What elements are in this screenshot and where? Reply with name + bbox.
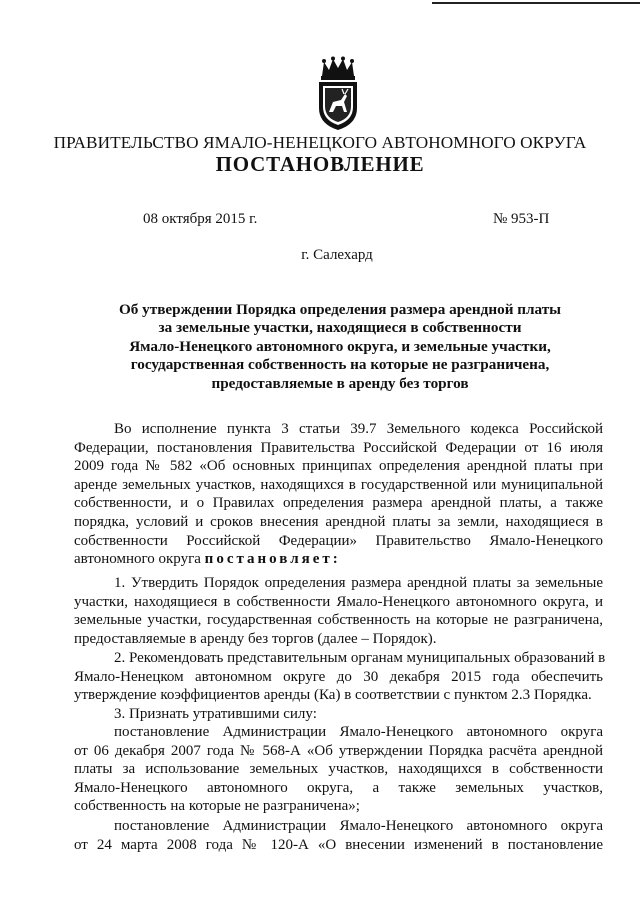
document-city: г. Салехард — [301, 247, 373, 263]
item-3 — [74, 705, 603, 724]
document-date: 08 октября 2015 г. — [143, 211, 258, 227]
text-line: утверждение коэффициентов аренды (Ка) в соответствии с пунктом 2.3 Порядка. — [74, 687, 592, 704]
text-line: порядка, условий и сроков внесения арендной платы за земли, находящиеся в — [74, 513, 603, 530]
item-1 — [74, 574, 603, 648]
text-line: платы за использование земельных участков, находящихся в собственности — [74, 761, 603, 778]
text-line: земельные участки, государственная собственность на которые не разграничена, — [74, 612, 603, 629]
text-line: от 06 декабря 2007 года № 568-А «Об утверждении Порядка расчёта арендной — [74, 742, 603, 759]
preamble-paragraph — [74, 420, 603, 569]
text-line: Ямало-Ненецкого автономного округа, а также земельных участков, — [74, 779, 603, 796]
preamble-tail: автономного округа — [74, 551, 201, 568]
text-line: Во исполнение пункта 3 статьи 39.7 Земельного кодекса Российской — [114, 421, 603, 437]
document-type: ПОСТАНОВЛЕНИЕ — [215, 152, 425, 176]
subject-line: Об утверждении Порядка определения размера арендной платы — [118, 301, 562, 318]
text-line: от 24 марта 2008 года № 120-А «О внесении изменений в постановление — [74, 836, 603, 853]
document-number: № 953-П — [493, 211, 550, 227]
text-line: участки, находящиеся в собственности Ямало-Ненецкого автономного округа, и — [74, 593, 603, 610]
text-line: собственность на которые не разграничена»; — [74, 798, 360, 815]
item-3a — [74, 723, 603, 816]
text-line: собственности Российской Федерации» Правительство Ямало-Ненецкого — [74, 532, 603, 549]
subject-line: предоставляемые в аренду без торгов — [211, 374, 469, 392]
text-line: Федерации, постановления Правительства Российской Федерации от 16 июля — [74, 439, 603, 456]
top-rule — [432, 2, 640, 4]
text-line: 1. Утвердить Порядок определения размера арендной платы за земельные — [114, 575, 603, 591]
text-line: Ямало-Ненецком автономном округе до 30 декабря 2015 года обеспечить — [74, 668, 603, 685]
item-2 — [74, 649, 606, 705]
text-line: аренде земельных участков, находящихся в государственной или муниципальной — [74, 476, 603, 493]
text-line — [74, 550, 603, 569]
text-line: 2. Рекомендовать представительным органам муниципальных образований в — [114, 650, 606, 666]
government-name: ПРАВИТЕЛЬСТВО ЯМАЛО-НЕНЕЦКОГО АВТОНОМНОГО ОКРУГА — [53, 133, 587, 152]
item-3b — [74, 817, 603, 854]
subject-line: государственная собственность на которые не разграничена, — [130, 356, 550, 374]
text-line: постановление Администрации Ямало-Ненецкого автономного округа — [114, 818, 603, 834]
subject-line: за земельные участки, находящиеся в собственности — [158, 319, 522, 337]
text-line: предоставляемые в аренду без торгов (далее – Порядок). — [74, 630, 437, 647]
document-subject — [100, 301, 580, 393]
text-line: собственности, и о Правилах определения размера арендной платы, а также — [74, 495, 603, 512]
preamble-verb: постановляет: — [204, 551, 341, 568]
text-line: 2009 года № 582 «Об основных принципах определения арендной платы при — [74, 458, 603, 475]
coat-of-arms-icon — [314, 56, 362, 132]
text-line: 3. Признать утратившими силу: — [114, 706, 317, 722]
text-line: постановление Администрации Ямало-Ненецкого автономного округа — [114, 724, 603, 740]
subject-line: Ямало-Ненецкого автономного округа, и земельные участки, — [129, 337, 551, 355]
